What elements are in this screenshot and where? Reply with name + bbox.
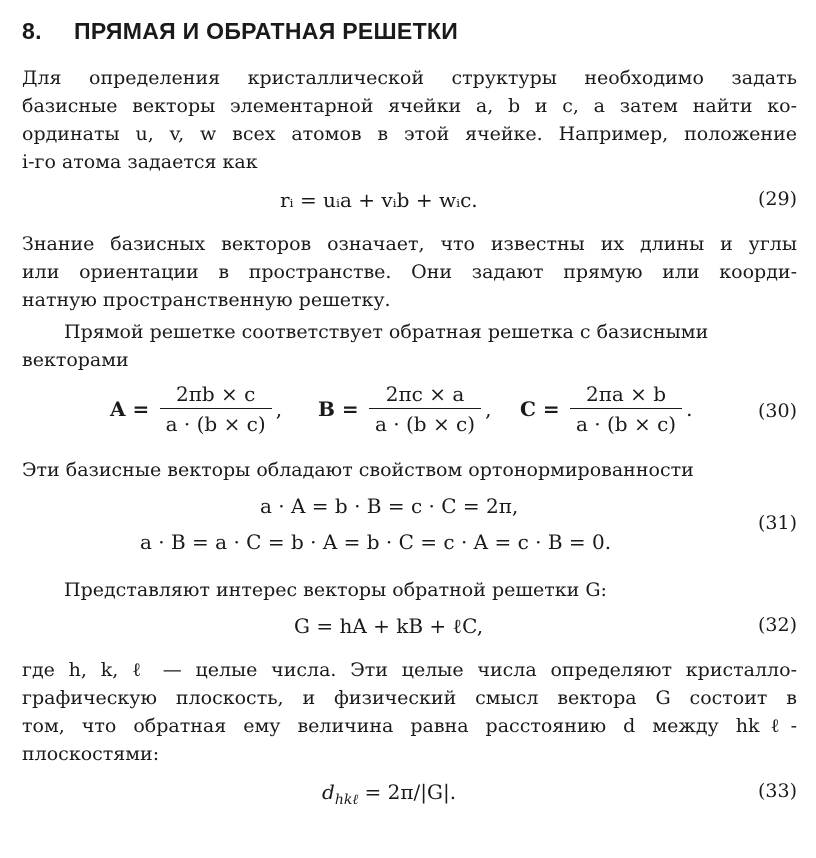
fraction-punct: ,	[275, 397, 283, 421]
fraction-numerator: 2πa × b	[570, 382, 682, 409]
fraction-denominator: a · (b × c)	[165, 412, 266, 436]
text-line: том, что обратная ему величина равна расстоянию d между hkℓ-	[22, 715, 797, 737]
paragraph-basis	[22, 230, 797, 314]
text-line: Для определения кристаллической структуры необходимо задать	[22, 67, 797, 89]
text-line: графическую плоскость, и физический смысл вектора G состоит в	[22, 687, 797, 709]
equation-lhs: d	[322, 780, 335, 804]
paragraph-orthonormal	[22, 456, 797, 484]
text-line: Прямой решетке соответствует обратная решетка с базисными	[64, 321, 709, 343]
fraction-numerator: 2πb × c	[160, 382, 272, 409]
fraction-label: A =	[110, 397, 150, 421]
text-line: ординаты u, v, w всех атомов в этой ячейке. Например, положение	[22, 123, 797, 145]
fraction-denominator: a · (b × c)	[374, 412, 476, 436]
text-line: Эти базисные векторы обладают свойством ортонормированности	[22, 459, 694, 481]
equation-number: (33)	[757, 780, 797, 802]
text-line: или ориентации в пространстве. Они задают прямую или коорди-	[22, 261, 797, 283]
paragraph-integers	[22, 656, 797, 768]
equation-line: a · A = b · B = c · C = 2π,	[260, 494, 519, 518]
equation-33	[22, 780, 797, 814]
equation-number: (31)	[757, 512, 797, 534]
section-title: ПРЯМАЯ И ОБРАТНАЯ РЕШЕТКИ	[74, 18, 459, 44]
fraction	[570, 382, 682, 436]
equation-31	[22, 494, 797, 564]
fraction-A	[110, 382, 282, 436]
equation-body	[322, 780, 456, 809]
fraction	[160, 382, 272, 436]
fraction-punct: .	[686, 397, 693, 421]
fraction-B	[318, 382, 491, 436]
equation-subscript: hkℓ	[334, 792, 359, 808]
equation-number: (30)	[757, 400, 797, 422]
fraction-label: B =	[318, 397, 359, 421]
fraction-C	[520, 382, 692, 436]
fraction-numerator: 2πc × a	[369, 382, 481, 409]
text-line: векторами	[22, 349, 129, 371]
paragraph-reciprocal-vectors	[22, 576, 797, 604]
equation-29	[22, 188, 797, 222]
section-number: 8.	[22, 18, 42, 44]
section-heading	[22, 18, 458, 45]
equation-33-text	[0, 0, 1, 1]
equation-body: rᵢ = uᵢa + vᵢb + wᵢc.	[280, 188, 478, 212]
equation-rhs: = 2π/|G|.	[358, 780, 457, 804]
text-line: плоскостями:	[22, 743, 160, 765]
text-line: Представляют интерес векторы обратной решетки G:	[64, 579, 607, 601]
equation-body: G = hA + kB + ℓC,	[294, 614, 484, 638]
fraction-punct: ,	[485, 397, 492, 421]
text-line: базисные векторы элементарной ячейки a, b и c, а затем найти ко-	[22, 95, 797, 117]
equation-number: (32)	[757, 614, 797, 636]
equation-number: (29)	[757, 188, 797, 210]
fraction-label: C =	[520, 397, 560, 421]
text-line: Знание базисных векторов означает, что известны их длины и углы	[22, 233, 797, 255]
text-line: i-го атома задается как	[22, 151, 258, 173]
paragraph-intro	[22, 64, 797, 176]
paragraph-reciprocal	[22, 318, 797, 374]
fraction-denominator: a · (b × c)	[576, 412, 677, 436]
fraction	[369, 382, 481, 436]
equation-line: a · B = a · C = b · A = b · C = c · A = c · B = 0.	[140, 530, 612, 554]
equation-30	[22, 382, 797, 446]
text-line: натную пространственную решетку.	[22, 289, 391, 311]
equation-32	[22, 614, 797, 648]
text-line: где h, k, ℓ — целые числа. Эти целые числа определяют кристалло-	[22, 659, 797, 681]
